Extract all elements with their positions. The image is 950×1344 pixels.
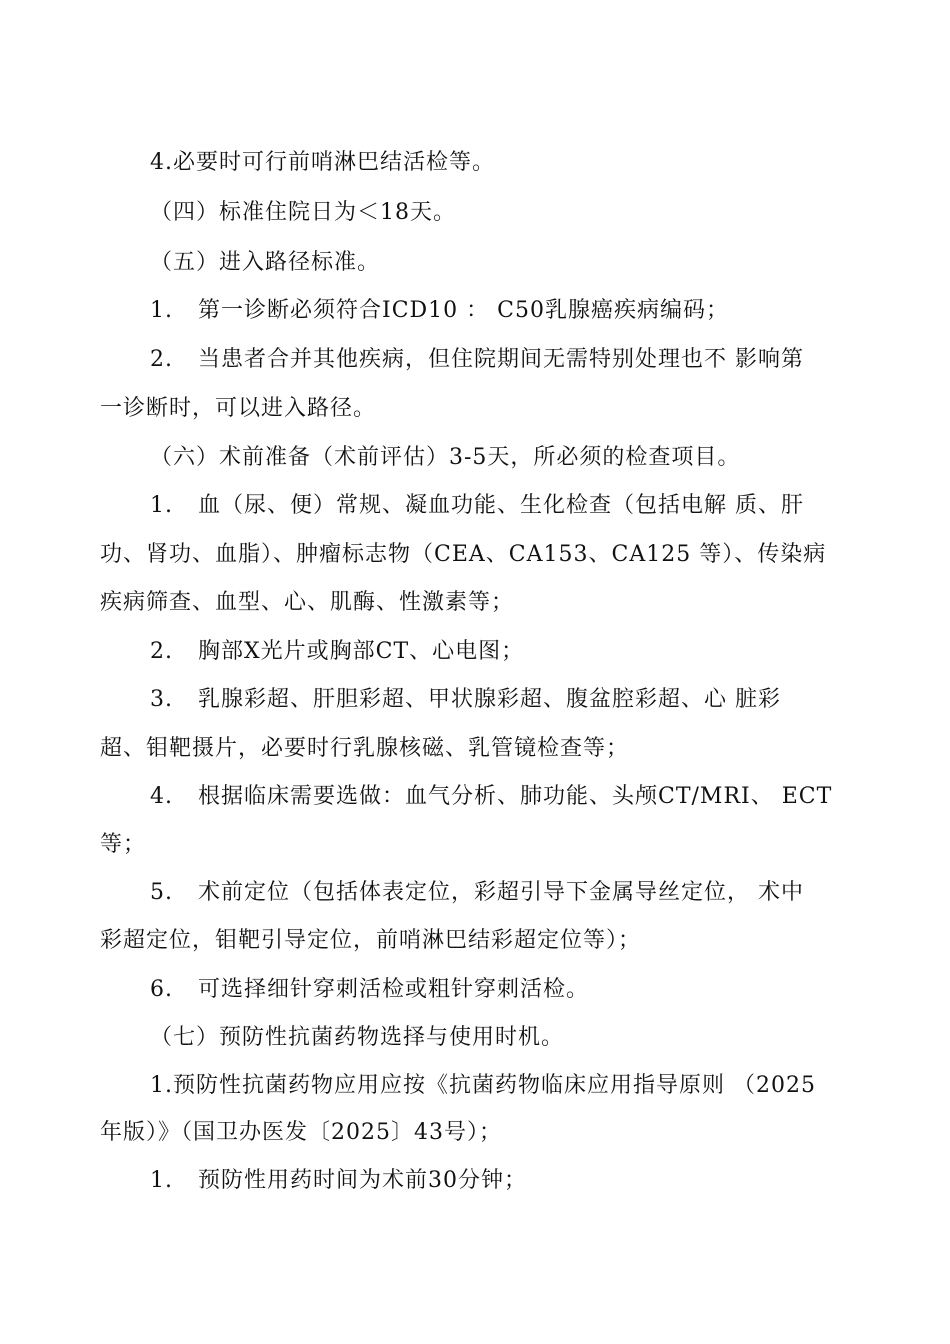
section-heading: （七）预防性抗菌药物选择与使用时机。	[150, 1025, 565, 1050]
list-number: 4.	[150, 784, 173, 809]
paragraph-line: 等；	[100, 832, 147, 857]
list-item: 2. 当患者合并其他疾病，但住院期间无需特别处理也不 影响第	[150, 345, 804, 375]
list-item: 1. 第一诊断必须符合ICD10 ： C50乳腺癌疾病编码；	[150, 296, 729, 326]
list-number: 5.	[150, 880, 173, 905]
paragraph-line: 疾病筛查、血型、心、肌酶、性激素等；	[100, 590, 515, 615]
list-number: 1.	[150, 298, 173, 323]
paragraph-line: 4.必要时可行前哨淋巴结活检等。	[150, 150, 495, 175]
section-heading: （五）进入路径标准。	[150, 250, 381, 275]
list-item: 4. 根据临床需要选做：血气分析、肺功能、头颅CT/MRI、 ECT	[150, 782, 832, 812]
list-item: 3. 乳腺彩超、肝胆彩超、甲状腺彩超、腹盆腔彩超、心 脏彩	[150, 685, 781, 715]
list-item: 6. 可选择细针穿刺活检或粗针穿刺活检。	[150, 975, 589, 1005]
paragraph-line: 彩超定位，钼靶引导定位，前哨淋巴结彩超定位等）；	[100, 928, 642, 953]
list-number: 3.	[150, 687, 173, 712]
paragraph-line: 超、钼靶摄片，必要时行乳腺核磁、乳管镜检查等；	[100, 736, 630, 761]
paragraph-line: 1.预防性抗菌药物应用应按《抗菌药物临床应用指导原则 （2025	[150, 1073, 816, 1098]
list-item: 1. 预防性用药时间为术前30分钟；	[150, 1166, 527, 1196]
paragraph-line: 年版）》（国卫办医发〔2025〕43号）；	[100, 1120, 502, 1145]
list-number: 1.	[150, 493, 173, 518]
section-heading: （六）术前准备（术前评估）3-5天，所必须的检查项目。	[150, 445, 741, 470]
list-item: 5. 术前定位（包括体表定位，彩超引导下金属导丝定位， 术中	[150, 878, 804, 908]
list-item: 1. 血（尿、便）常规、凝血功能、生化检查（包括电解 质、肝	[150, 491, 804, 521]
list-number: 2.	[150, 639, 173, 664]
paragraph-line: 功、肾功、血脂）、肿瘤标志物（CEA、CA153、CA125 等）、传染病	[100, 542, 827, 567]
section-heading: （四）标准住院日为＜18天。	[150, 200, 456, 225]
list-number: 6.	[150, 977, 173, 1002]
paragraph-line: 一诊断时，可以进入路径。	[100, 396, 377, 421]
list-number: 1.	[150, 1168, 173, 1193]
list-item: 2. 胸部X光片或胸部CT、心电图；	[150, 637, 524, 667]
list-number: 2.	[150, 347, 173, 372]
